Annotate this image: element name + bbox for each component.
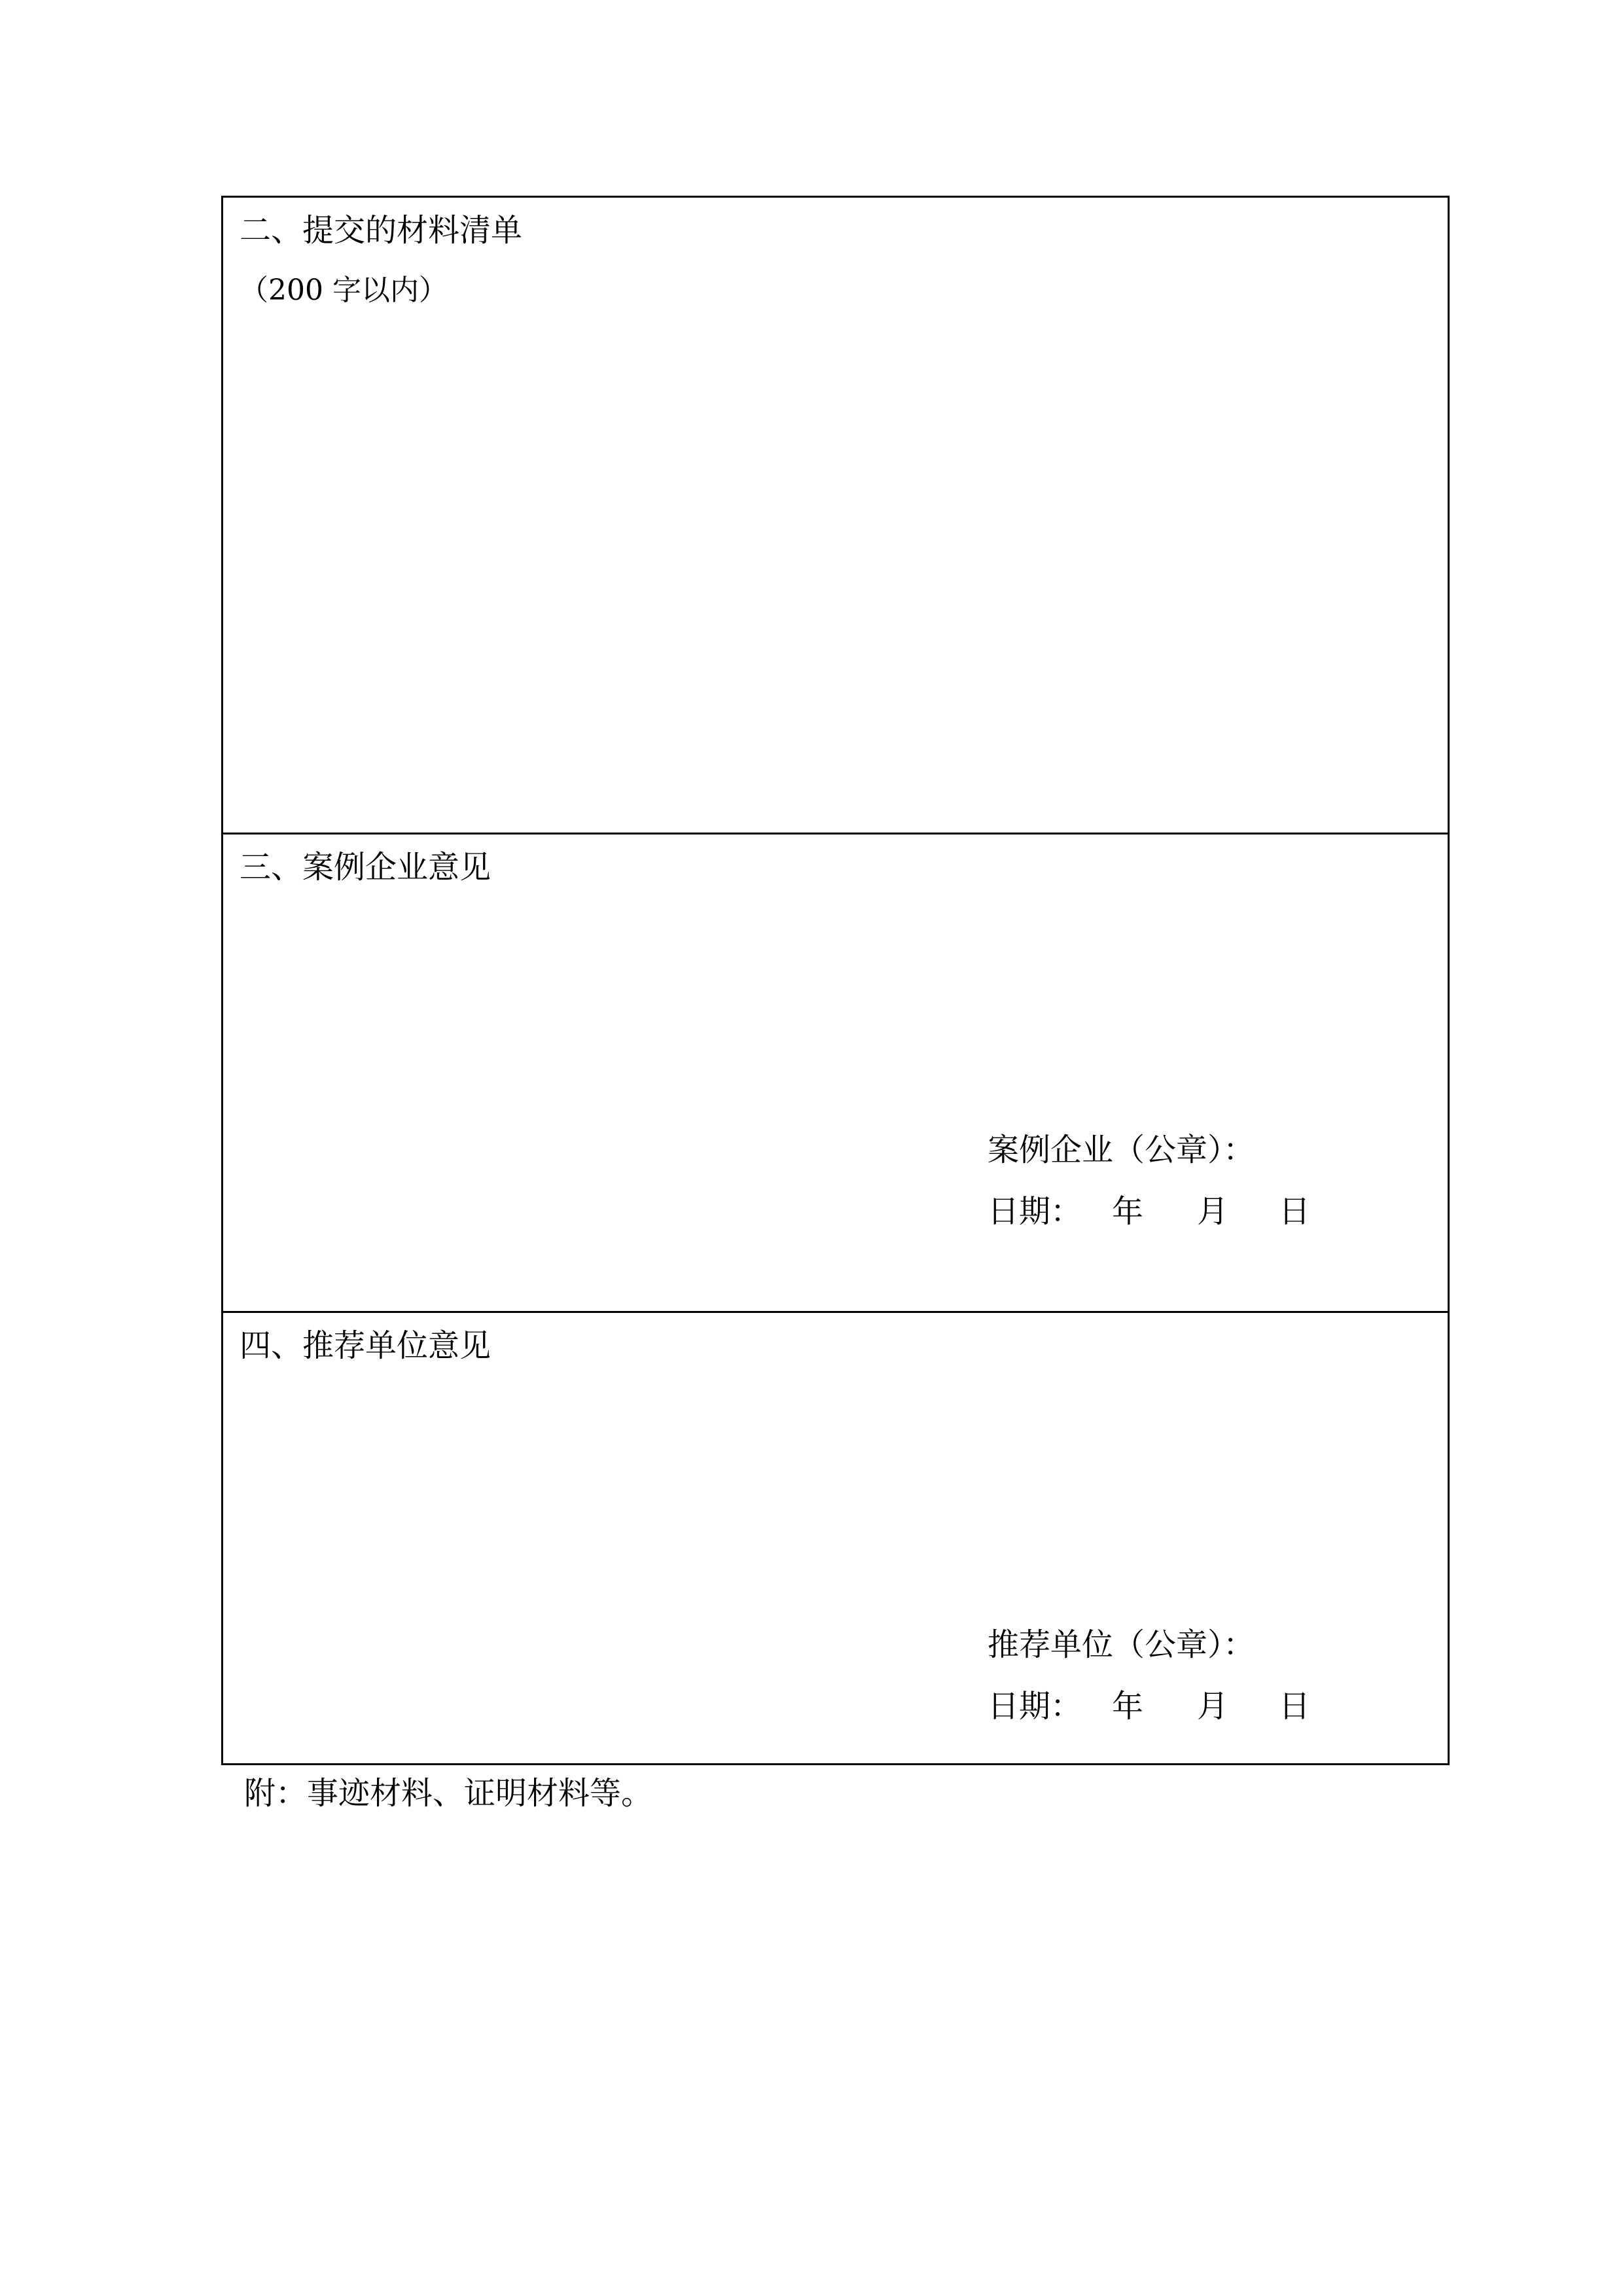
recommender-signature-block bbox=[988, 1624, 1318, 1727]
company-section-title: 三、案例企业意见 bbox=[240, 849, 491, 886]
form-table bbox=[221, 196, 1450, 1765]
company-year-label: 年 bbox=[1112, 1193, 1144, 1230]
company-day-label: 日 bbox=[1279, 1193, 1311, 1230]
company-month-label: 月 bbox=[1197, 1193, 1229, 1230]
attachment-footnote: 附：事迹材料、证明材料等。 bbox=[244, 1775, 653, 1812]
company-date-label: 日期： bbox=[988, 1193, 1082, 1230]
company-signature-block bbox=[988, 1129, 1318, 1232]
company-opinion-section bbox=[223, 834, 1448, 1313]
recommender-seal-label: 推荐单位（公章）： bbox=[988, 1626, 1255, 1663]
recommender-date-line bbox=[988, 1685, 1318, 1727]
recommender-year-label: 年 bbox=[1112, 1688, 1144, 1725]
recommender-month-label: 月 bbox=[1197, 1688, 1229, 1725]
materials-list-section bbox=[223, 198, 1448, 834]
materials-section-title: 二、提交的材料清单 bbox=[240, 212, 523, 249]
company-seal-label: 案例企业（公章）： bbox=[988, 1132, 1255, 1168]
recommender-opinion-section bbox=[223, 1313, 1448, 1763]
company-date-line bbox=[988, 1191, 1318, 1232]
recommender-section-title: 四、推荐单位意见 bbox=[240, 1327, 491, 1364]
recommender-date-label: 日期： bbox=[988, 1688, 1082, 1725]
recommender-day-label: 日 bbox=[1279, 1688, 1311, 1725]
materials-word-limit-note: （200 字以内） bbox=[240, 274, 448, 307]
